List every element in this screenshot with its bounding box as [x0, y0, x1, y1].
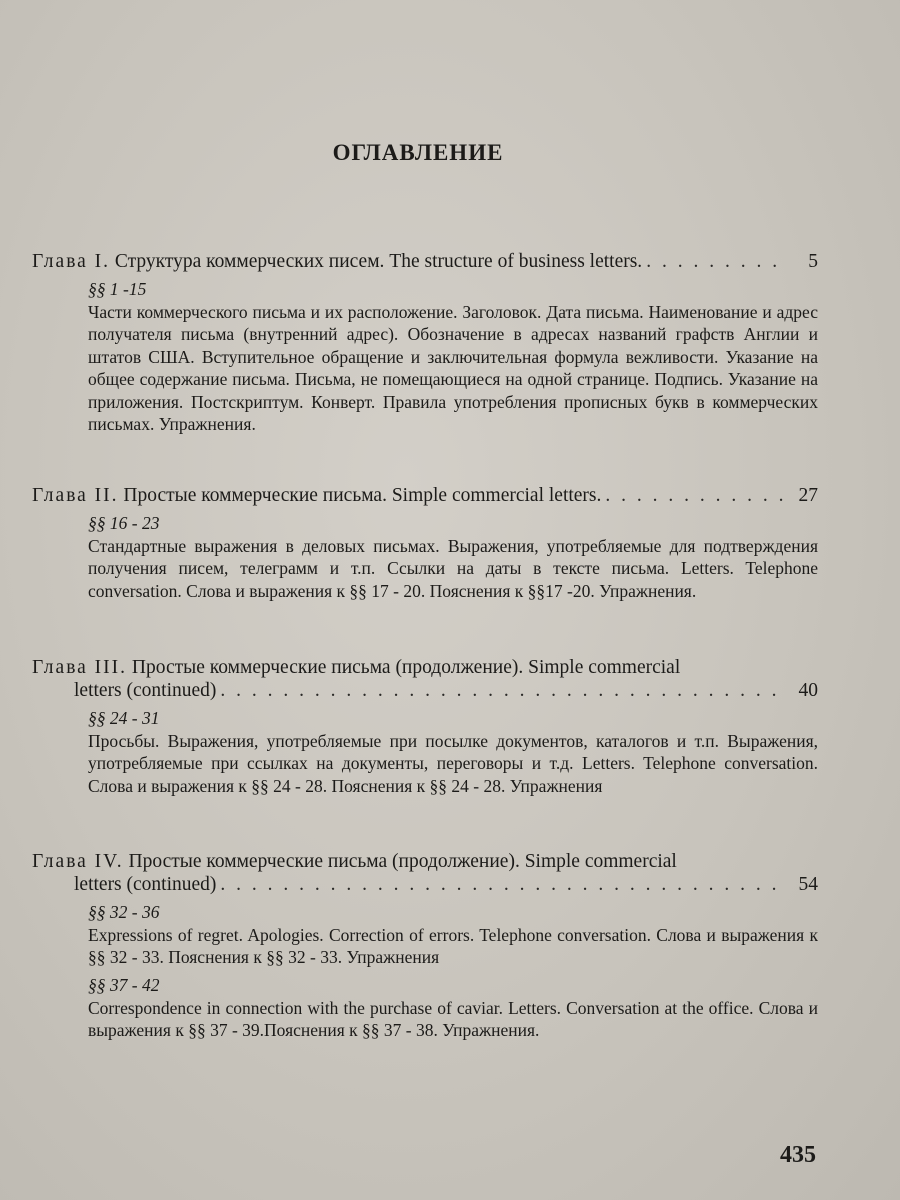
section	[88, 900, 818, 969]
chapter-number: Глава I.	[32, 251, 111, 272]
dot-leader	[220, 679, 786, 702]
chapter-number: Глава III.	[32, 657, 128, 678]
chapter-3	[32, 656, 818, 797]
chapter-title: Простые коммерческие письма. Simple commercial letters.	[123, 485, 602, 506]
chapter-4	[32, 850, 818, 1042]
chapter-title: Простые коммерческие письма (продолжение). Simple commercial	[128, 851, 677, 872]
chapter-1	[32, 250, 818, 435]
chapter-2	[32, 484, 818, 602]
chapter-label	[32, 656, 680, 679]
section-description: Просьбы. Выражения, употребляемые при посылке документов, каталогов и т.п. Выражения, употребляемые при ссылках на документы, переговоры и т.д. Letters. Telephone conversation. Слова и выражения к §§ 24 - 28. Пояснения к §§ 24 - 28. Упражнения	[88, 731, 818, 796]
section-reference: §§ 1 -15	[88, 279, 147, 299]
chapter-title: Простые коммерческие письма (продолжение). Simple commercial	[131, 657, 681, 678]
chapter-heading-line	[32, 850, 818, 873]
chapter-page-number: 5	[808, 251, 818, 272]
section	[88, 706, 818, 797]
section-description: Correspondence in connection with the purchase of caviar. Letters. Conversation at the office. Слова и выражения к §§ 37 - 39.Пояснения к §§ 37 - 38. Упражнения.	[88, 997, 818, 1041]
section	[88, 973, 818, 1042]
section	[88, 277, 818, 435]
chapter-heading	[32, 250, 818, 273]
chapter-heading-line	[32, 656, 818, 679]
section-reference: §§ 32 - 36	[88, 902, 160, 922]
chapter-page-number: 54	[798, 874, 818, 895]
chapter-label	[32, 484, 601, 507]
chapter-title: Структура коммерческих писем. The structure of business letters.	[114, 251, 643, 272]
chapter-label	[32, 250, 642, 273]
chapter-title-continued: letters (continued)	[74, 680, 217, 701]
chapter-heading	[32, 484, 818, 507]
chapter-heading	[32, 656, 818, 702]
chapter-number: Глава IV.	[32, 851, 124, 872]
section-reference: §§ 24 - 31	[88, 708, 160, 728]
dot-leader	[605, 484, 786, 507]
section-reference: §§ 37 - 42	[88, 974, 160, 995]
section-description: Expressions of regret. Apologies. Correction of errors. Telephone conversation. Слова и выражения к §§ 32 - 33. Пояснения к §§ 32 - 33. Упражнения	[88, 925, 818, 968]
chapter-heading	[32, 850, 818, 896]
chapter-heading-line	[32, 484, 818, 507]
chapter-heading-line	[32, 250, 818, 273]
chapter-label	[32, 850, 677, 873]
page-number: 435	[780, 1142, 816, 1168]
chapter-page-number: 27	[798, 485, 818, 506]
chapter-title-continued: letters (continued)	[74, 874, 217, 895]
dot-leader	[646, 250, 786, 273]
section-description: Стандартные выражения в деловых письмах. Выражения, употребляемые для подтверждения получения писем, телеграмм и т.п. Ссылки на даты в тексте письма. Letters. Telephone conversation. Слова и выражения к §§ 17 - 20. Пояснения к §§17 -20. Упражнения.	[88, 536, 818, 601]
section-reference: §§ 16 - 23	[88, 513, 160, 533]
chapter-number: Глава II.	[32, 485, 119, 506]
page-title: ОГЛАВЛЕНИЕ	[332, 140, 504, 165]
chapter-page-number: 40	[798, 680, 818, 701]
chapter-heading-line	[32, 679, 818, 702]
chapter-heading-line	[32, 873, 818, 896]
section-description: Части коммерческого письма и их расположение. Заголовок. Дата письма. Наименование и адрес получателя письма (внутренний адрес). Обозначение в адресах названий графств Англии и штатов США. Вступительное обращение и заключительная формула вежливости. Указание на общее содержание письма. Письма, не помещающиеся на одной странице. Подпись. Указание на приложения. Постскриптум. Конверт. Правила употребления прописных букв в коммерческих письмах. Упражнения.	[88, 302, 818, 435]
dot-leader	[220, 873, 786, 896]
section	[88, 511, 818, 602]
